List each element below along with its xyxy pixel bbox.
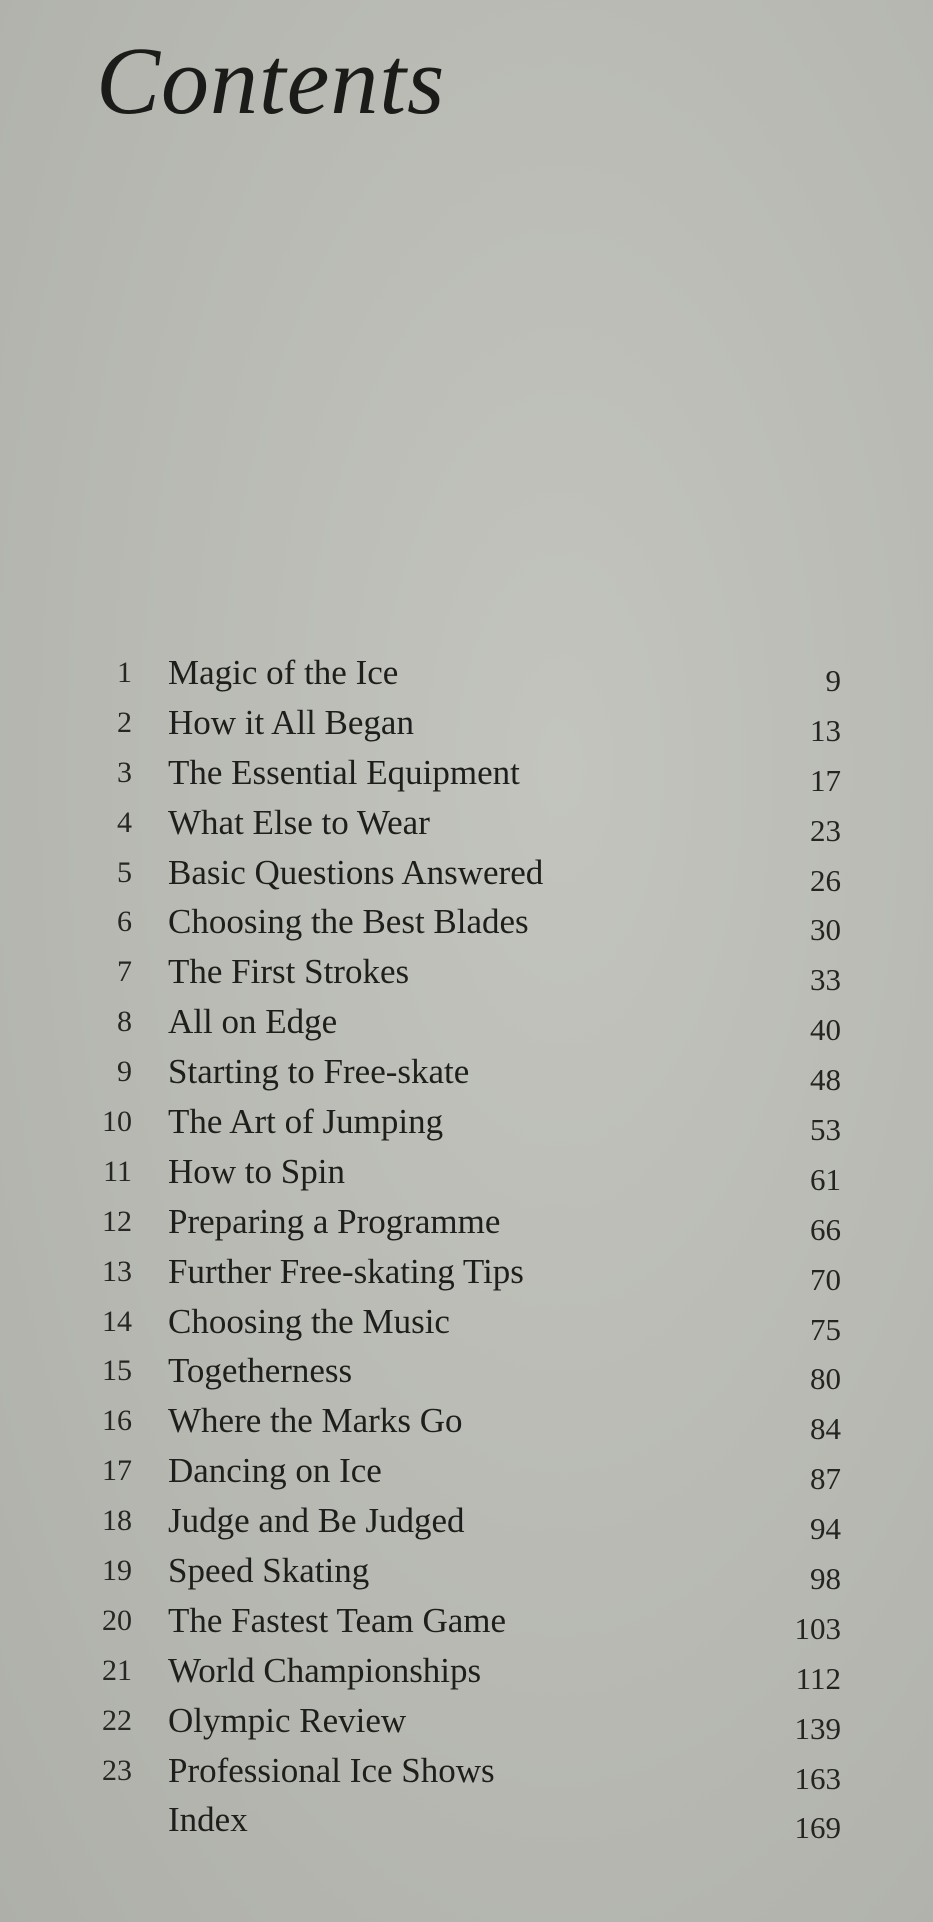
toc-entry (0, 897, 933, 947)
chapter-number: 2 (117, 705, 132, 739)
page-number: 40 (810, 1012, 841, 1048)
chapter-number: 17 (102, 1454, 132, 1488)
page-number: 80 (810, 1361, 841, 1397)
page-number: 23 (810, 812, 841, 848)
toc-entry (0, 1646, 933, 1696)
chapter-title: Choosing the Best Blades (168, 902, 529, 942)
toc-entry (0, 1446, 933, 1496)
chapter-title: Choosing the Music (168, 1301, 450, 1341)
page-number: 75 (810, 1311, 841, 1347)
toc-entry (0, 1596, 933, 1646)
chapter-number: 5 (117, 855, 132, 889)
chapter-number: 4 (117, 805, 132, 839)
chapter-number: 8 (117, 1005, 132, 1039)
page-number: 26 (810, 862, 841, 898)
page-number: 17 (810, 762, 841, 798)
page-number: 103 (794, 1610, 841, 1646)
chapter-number: 9 (117, 1055, 132, 1089)
chapter-title: Speed Skating (168, 1551, 370, 1591)
page-number: 48 (810, 1062, 841, 1098)
chapter-number: 11 (103, 1154, 132, 1188)
toc-entry (0, 1696, 933, 1746)
chapter-number: 13 (102, 1254, 132, 1288)
toc-entry (0, 1097, 933, 1147)
page-number: 163 (794, 1760, 841, 1796)
chapter-number: 21 (102, 1653, 132, 1687)
chapter-number: 12 (102, 1204, 132, 1238)
chapter-title: Magic of the Ice (168, 653, 399, 692)
chapter-number: 14 (102, 1304, 132, 1338)
toc-entry (0, 748, 933, 798)
chapter-title: The Art of Jumping (168, 1102, 444, 1142)
page-number: 70 (810, 1261, 841, 1297)
page-number: 53 (810, 1112, 841, 1148)
chapter-title: Further Free-skating Tips (168, 1251, 524, 1291)
toc-entry (0, 648, 933, 698)
toc-entry (0, 1147, 933, 1197)
chapter-number: 20 (102, 1603, 132, 1637)
chapter-number: 19 (102, 1554, 132, 1588)
toc-entry (0, 1297, 933, 1347)
chapter-number: 16 (102, 1404, 132, 1438)
toc-entry (0, 698, 933, 748)
page-number: 112 (795, 1660, 841, 1696)
page-number: 84 (810, 1411, 841, 1447)
toc-entry (0, 1396, 933, 1446)
page-number: 66 (810, 1211, 841, 1247)
page-number: 61 (810, 1161, 841, 1197)
page-number: 33 (810, 962, 841, 998)
toc-entry (0, 1197, 933, 1247)
chapter-title: Starting to Free-skate (168, 1052, 470, 1092)
chapter-title: Dancing on Ice (168, 1451, 382, 1491)
toc-entry (0, 1346, 933, 1396)
chapter-title: Preparing a Programme (168, 1201, 501, 1241)
table-of-contents (0, 648, 933, 1845)
page-number: 30 (810, 912, 841, 948)
chapter-title: How to Spin (168, 1151, 345, 1191)
toc-entry (0, 1496, 933, 1546)
toc-entry (0, 798, 933, 848)
page-number: 139 (794, 1710, 841, 1746)
chapter-title: Judge and Be Judged (168, 1501, 465, 1541)
chapter-title: All on Edge (168, 1002, 338, 1042)
chapter-number: 15 (102, 1354, 132, 1388)
chapter-number: 3 (117, 755, 132, 789)
chapter-number: 18 (102, 1504, 132, 1538)
toc-entry (0, 997, 933, 1047)
toc-entry (0, 1247, 933, 1297)
page-number: 98 (810, 1561, 841, 1597)
chapter-title: The Essential Equipment (168, 752, 520, 792)
toc-entry (0, 848, 933, 898)
chapter-title: Index (168, 1800, 248, 1840)
chapter-title: Professional Ice Shows (168, 1750, 495, 1790)
page-number: 94 (810, 1511, 841, 1547)
chapter-title: The First Strokes (168, 952, 410, 992)
chapter-title: Olympic Review (168, 1700, 407, 1740)
chapter-number: 10 (102, 1105, 132, 1139)
chapter-title: Togetherness (168, 1351, 353, 1391)
toc-entry (0, 947, 933, 997)
chapter-title: The Fastest Team Game (168, 1600, 507, 1640)
chapter-title: Where the Marks Go (168, 1401, 463, 1441)
toc-entry (0, 1546, 933, 1596)
page-number: 169 (794, 1810, 841, 1846)
page-title: Contents (96, 27, 446, 134)
chapter-number: 22 (102, 1703, 132, 1737)
chapter-title: Basic Questions Answered (168, 852, 544, 892)
chapter-number: 1 (117, 656, 132, 689)
chapter-number: 7 (117, 955, 132, 989)
page-number: 9 (825, 663, 841, 698)
toc-entry (0, 1746, 933, 1796)
chapter-number: 23 (102, 1753, 132, 1787)
page-number: 13 (810, 712, 841, 748)
chapter-title: How it All Began (168, 702, 414, 742)
chapter-title: World Championships (168, 1650, 482, 1690)
toc-entry (0, 1795, 933, 1845)
chapter-number: 6 (117, 905, 132, 939)
chapter-title: What Else to Wear (168, 802, 430, 842)
page-number: 87 (810, 1461, 841, 1497)
toc-entry (0, 1047, 933, 1097)
